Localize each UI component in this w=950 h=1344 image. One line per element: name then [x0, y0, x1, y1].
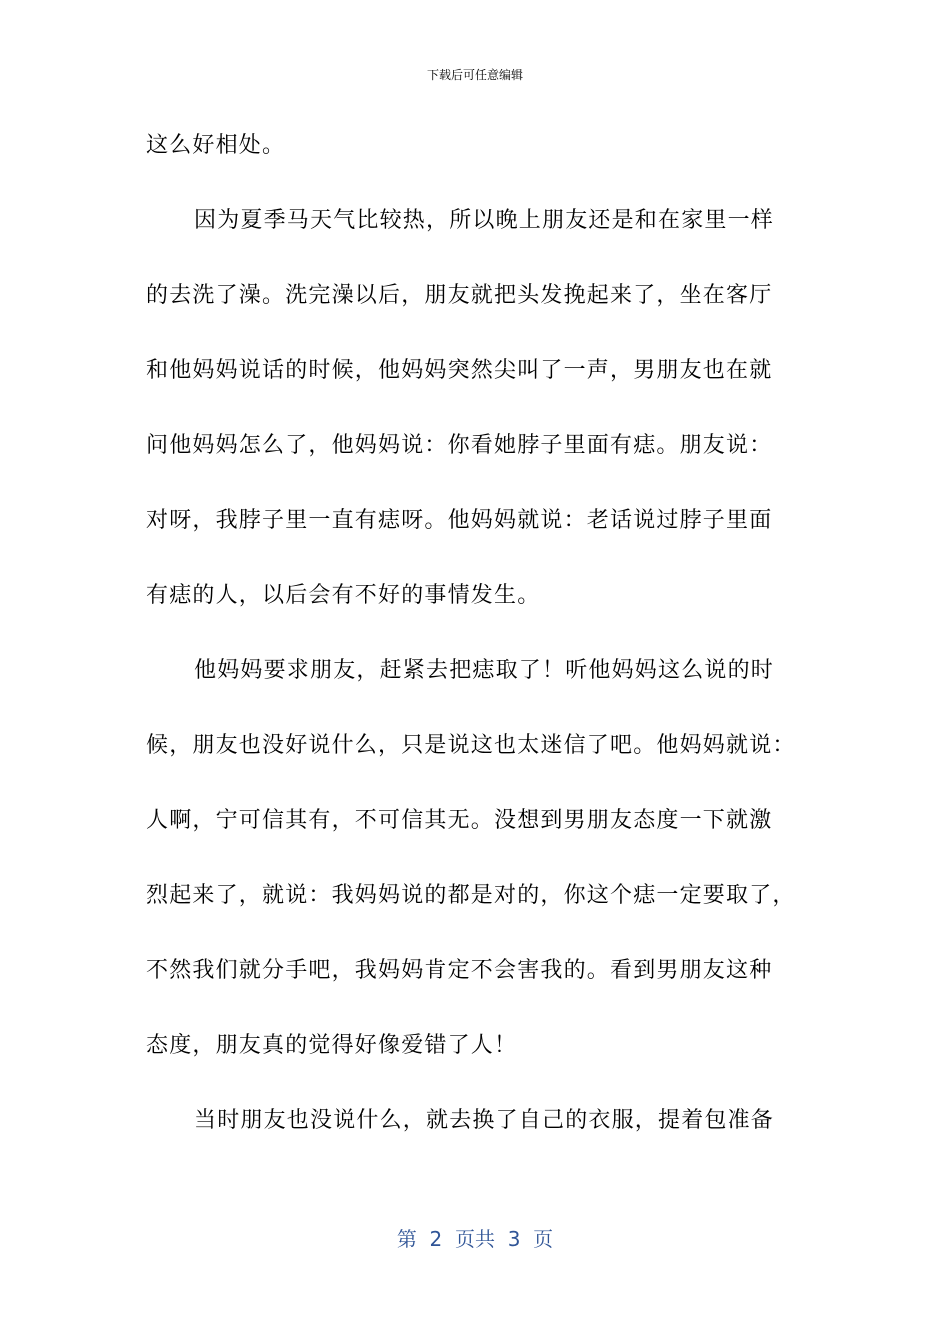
page-footer: 第 2 页共 3 页 [396, 1227, 554, 1251]
body-line: 人啊，宁可信其有，不可信其无。没想到男朋友态度一下就激 [146, 808, 773, 833]
body-line: 这么好相处。 [146, 133, 286, 158]
body-line: 因为夏季马天气比较热，所以晚上朋友还是和在家里一样 [194, 208, 775, 233]
body-line: 和他妈妈说话的时候，他妈妈突然尖叫了一声，男朋友也在就 [146, 358, 773, 383]
body-line: 有痣的人，以后会有不好的事情发生。 [146, 583, 541, 608]
body-line: 的去洗了澡。洗完澡以后，朋友就把头发挽起来了，坐在客厅 [146, 283, 773, 308]
body-line: 问他妈妈怎么了，他妈妈说：你看她脖子里面有痣。朋友说： [146, 433, 773, 458]
body-line: 不然我们就分手吧，我妈妈肯定不会害我的。看到男朋友这种 [146, 958, 773, 983]
body-line: 他妈妈要求朋友，赶紧去把痣取了！听他妈妈这么说的时 [194, 658, 775, 683]
body-line: 候，朋友也没好说什么，只是说这也太迷信了吧。他妈妈就说： [146, 733, 796, 758]
page-header: 下载后可任意编辑 [426, 68, 523, 82]
body-line: 烈起来了，就说：我妈妈说的都是对的，你这个痣一定要取了， [146, 883, 796, 908]
body-line: 当时朋友也没说什么，就去换了自己的衣服，提着包准备 [194, 1108, 775, 1133]
body-line: 对呀，我脖子里一直有痣呀。他妈妈就说：老话说过脖子里面 [146, 508, 773, 533]
body-line: 态度，朋友真的觉得好像爱错了人！ [146, 1033, 518, 1058]
